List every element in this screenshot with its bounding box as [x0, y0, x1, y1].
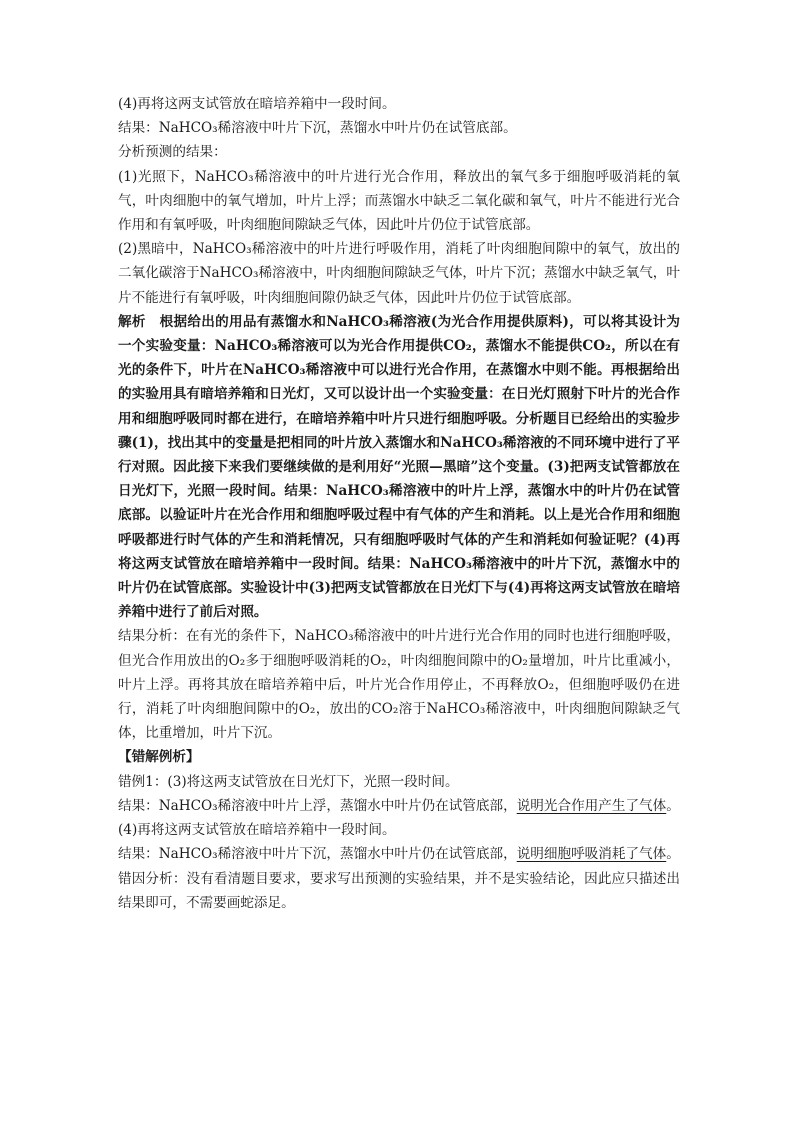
prediction-2-paragraph: (2)黑暗中，NaHCO₃稀溶液中的叶片进行呼吸作用，消耗了叶肉细胞间隙中的氧气，放出的二氧化碳溶于NaHCO₃稀溶液中，叶肉细胞间隙缺乏气体，叶片下沉；蒸馏水中缺乏氧气，叶片不能进行有氧呼吸，叶肉细胞间隙仍缺乏气体，因此叶片仍位于试管底部。	[118, 241, 680, 306]
prediction-1-paragraph: (1)光照下，NaHCO₃稀溶液中的叶片进行光合作用，释放出的氧气多于细胞呼吸消耗的氧气，叶肉细胞中的氧气增加，叶片上浮；而蒸馏水中缺乏二氧化碳和氧气，叶片不能进行光合作用和有氧呼吸，叶肉细胞间隙缺乏气体，因此叶片仍位于试管底部。	[118, 168, 680, 234]
error-result-2-underlined: 说明细胞呼吸消耗了气体	[516, 846, 667, 863]
error-example-heading: 【错解例析】	[118, 749, 200, 766]
analysis-text: 根据给出的用品有蒸馏水和NaHCO₃稀溶液(为光合作用提供原料)，可以将其设计为一个实验变量：NaHCO₃稀溶液可以为光合作用提供CO₂，蒸馏水不能提供CO₂，所以在有光的条件下，叶片在NaHCO₃稀溶液中可以进行光合作用，在蒸馏水中则不能。再根据给出的实验用具有暗培养箱和日光灯，又可以设计出一个实验变量：在日光灯照射下叶片的光合作用和细胞呼吸同时都在进行，在暗培养箱中叶片只进行细胞呼吸。分析题目已经给出的实验步骤(1)，找出其中的变量是把相同的叶片放入蒸馏水和NaHCO₃稀溶液的不同环境中进行了平行对照。因此接下来我们要继续做的是利用好“光照—黑暗”这个变量。(3)把两支试管都放在日光灯下，光照一段时间。结果：NaHCO₃稀溶液中的叶片上浮，蒸馏水中的叶片仍在试管底部。以验证叶片在光合作用和细胞呼吸过程中有气体的产生和消耗。以上是光合作用和细胞呼吸都进行时气体的产生和消耗情况，只有细胞呼吸时气体的产生和消耗如何验证呢？(4)再将这两支试管放在暗培养箱中一段时间。结果：NaHCO₃稀溶液中的叶片下沉，蒸馏水中的叶片仍在试管底部。实验设计中(3)把两支试管都放在日光灯下与(4)再将这两支试管放在暗培养箱中进行了前后对照。	[118, 313, 681, 621]
error-step-4-line: (4)再将这两支试管放在暗培养箱中一段时间。	[118, 822, 396, 839]
analysis-paragraph	[118, 310, 680, 625]
error-result-2-end: 。	[666, 846, 680, 863]
document-page	[118, 92, 680, 915]
error-result-2-line	[118, 842, 680, 866]
error-result-2-text: 结果：NaHCO₃稀溶液中叶片下沉，蒸馏水中叶片仍在试管底部，	[118, 846, 517, 863]
analysis-label: 解析	[118, 313, 146, 330]
error-result-1-underlined: 说明光合作用产生了气体	[516, 797, 667, 814]
error-result-1-line	[118, 794, 680, 818]
step-4-line: (4)再将这两支试管放在暗培养箱中一段时间。	[118, 96, 396, 112]
error-example-1-line: 错例1：(3)将这两支试管放在日光灯下，光照一段时间。	[118, 773, 459, 790]
result-analysis-paragraph: 结果分析：在有光的条件下，NaHCO₃稀溶液中的叶片进行光合作用的同时也进行细胞呼吸，但光合作用放出的O₂多于细胞呼吸消耗的O₂，叶肉细胞间隙中的O₂量增加，叶片比重减小，叶片上浮。再将其放在暗培养箱中后，叶片光合作用停止，不再释放O₂，但细胞呼吸仍在进行，消耗了叶肉细胞间隙中的O₂，放出的CO₂溶于NaHCO₃稀溶液中，叶肉细胞间隙缺乏气体，比重增加，叶片下沉。	[118, 628, 680, 742]
prediction-heading: 分析预测的结果：	[118, 144, 227, 161]
result-line: 结果：NaHCO₃稀溶液中叶片下沉，蒸馏水中叶片仍在试管底部。	[118, 120, 517, 137]
error-cause-paragraph: 错因分析：没有看清题目要求，要求写出预测的实验结果，并不是实验结论，因此应只描述出结果即可，不需要画蛇添足。	[118, 870, 680, 911]
error-result-1-end: 。	[666, 797, 680, 814]
error-result-1-text: 结果：NaHCO₃稀溶液中叶片上浮，蒸馏水中叶片仍在试管底部，	[118, 797, 517, 814]
